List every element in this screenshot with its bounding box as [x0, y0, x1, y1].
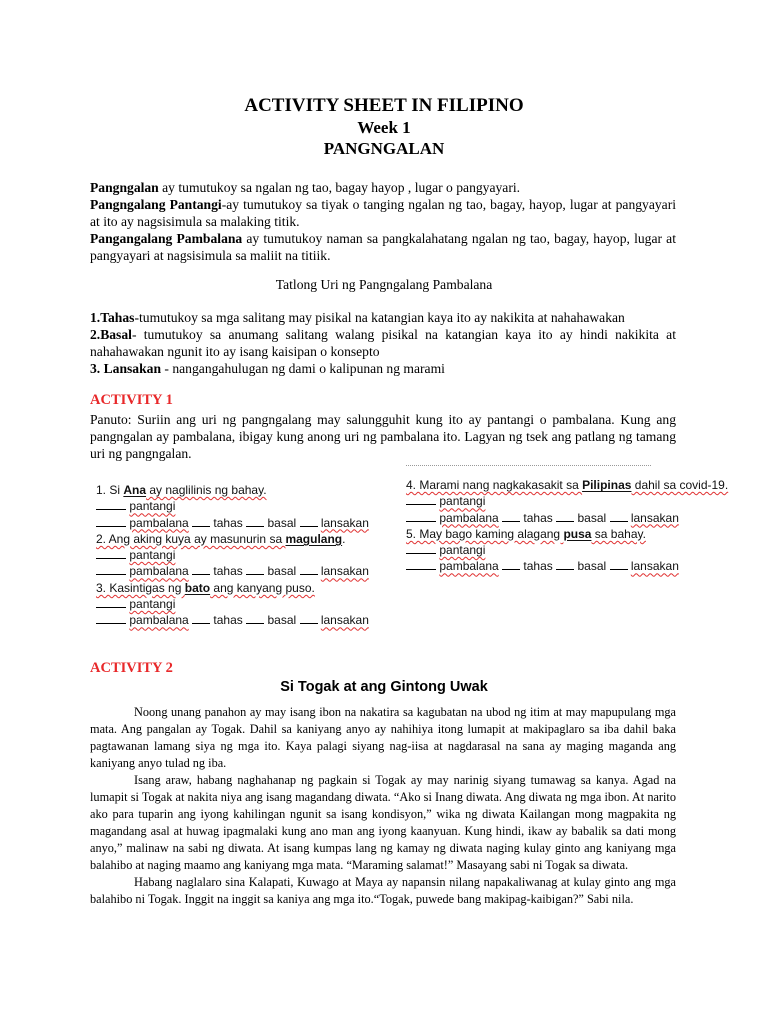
- definition-text: ay tumutukoy naman sa pangkalahatang ngalan ng tao, bagay, hayop, lugar at pangyayari at nagsisimula sa maliit na titiik.: [90, 231, 676, 263]
- item-text: .: [342, 531, 346, 546]
- story-title: Si Togak at ang Gintong Uwak: [280, 679, 488, 695]
- answer-blank[interactable]: [610, 558, 628, 570]
- type-text: - tumutukoy sa anumang salitang walang pisikal na katangian kaya ito ay hindi nakikita at nahahawakan ngunit ito ay isang kaisipan o konsepto: [90, 327, 676, 359]
- answer-blank[interactable]: [96, 515, 126, 527]
- option-label: lansakan: [320, 613, 369, 628]
- pambalana-options: [96, 515, 386, 531]
- option-label: pambalana: [129, 515, 189, 530]
- underlined-noun: magulang: [285, 531, 343, 546]
- item-sentence: [406, 526, 706, 542]
- option-label: pantangi: [439, 543, 486, 558]
- answer-blank[interactable]: [96, 563, 126, 575]
- definition-pantangi: [90, 196, 676, 230]
- option-label: tahas: [213, 564, 243, 579]
- type-basal: [90, 326, 676, 360]
- option-label: tahas: [523, 510, 553, 525]
- option-label: basal: [267, 613, 297, 628]
- pambalana-options: [96, 612, 386, 628]
- answer-blank[interactable]: [246, 612, 264, 624]
- pantangi-option: [406, 493, 706, 509]
- definitions-block: [90, 179, 676, 264]
- item-text: 1. Si: [96, 483, 124, 497]
- answer-blank[interactable]: [96, 547, 126, 559]
- item-text: sa bahay.: [591, 526, 646, 541]
- underlined-noun: Pilipinas: [582, 478, 632, 492]
- answer-blank[interactable]: [246, 563, 264, 575]
- answer-blank[interactable]: [300, 515, 318, 527]
- option-label: basal: [267, 564, 297, 579]
- option-label: pambalana: [439, 559, 499, 574]
- story-paragraph: Habang naglalaro sina Kalapati, Kuwago at Maya ay napansin nilang napakaliwanag at kulay ginto ang mga balahibo ni Togak. Inggit na inggit sa kaniya ang mga ito.“Togak, puwede bang makipag-kaibigan?” Sabi nila.: [90, 875, 676, 906]
- option-label: basal: [577, 559, 607, 574]
- answer-blank[interactable]: [192, 563, 210, 575]
- answer-blank[interactable]: [502, 510, 520, 522]
- item-text: ang kanyang puso.: [210, 580, 315, 595]
- answer-blank[interactable]: [502, 558, 520, 570]
- activity1-heading: ACTIVITY 1: [90, 392, 173, 408]
- activity2-heading: ACTIVITY 2: [90, 660, 173, 676]
- answer-blank[interactable]: [406, 510, 436, 522]
- option-label: pantangi: [439, 494, 486, 509]
- option-label: lansakan: [320, 515, 369, 530]
- pambalana-options: [406, 510, 706, 526]
- option-label: lansakan: [630, 510, 679, 525]
- option-label: pambalana: [129, 613, 189, 628]
- option-label: pantangi: [129, 499, 176, 514]
- pantangi-option: [96, 498, 386, 514]
- answer-blank[interactable]: [192, 515, 210, 527]
- definition-pangngalan: [90, 179, 676, 196]
- type-lansakan: [90, 360, 676, 377]
- answer-blank[interactable]: [610, 510, 628, 522]
- item-text: dahil sa covid-19.: [631, 478, 729, 492]
- option-label: tahas: [213, 515, 243, 530]
- option-label: lansakan: [630, 559, 679, 574]
- definition-term: Pangangalang Pambalana: [90, 231, 243, 246]
- item-text: ay naglilinis ng bahay.: [146, 483, 267, 497]
- item-text: 3. Kasintigas ng: [96, 580, 185, 595]
- answer-blank[interactable]: [192, 612, 210, 624]
- option-label: pantangi: [129, 548, 176, 563]
- option-label: tahas: [523, 559, 553, 574]
- types-block: [90, 309, 676, 377]
- definition-text: -ay tumutukoy sa tiyak o tanging ngalan ng tao, bagay, hayop, lugar at pangyayari at ito ay nagsisimula sa malaking titik.: [90, 197, 677, 229]
- answer-blank[interactable]: [556, 558, 574, 570]
- answer-blank[interactable]: [406, 493, 436, 505]
- activity1-items-left: [96, 482, 386, 629]
- option-label: pantangi: [129, 597, 176, 612]
- pantangi-option: [96, 547, 386, 563]
- answer-blank[interactable]: [406, 542, 436, 554]
- option-label: basal: [577, 510, 607, 525]
- pantangi-option: [406, 542, 706, 558]
- item-text: 2. Ang aking kuya ay masunurin sa: [96, 531, 286, 546]
- underlined-noun: pusa: [563, 526, 592, 541]
- activity1-items-right: [406, 477, 729, 575]
- item-sentence: [406, 477, 729, 493]
- types-heading: Tatlong Uri ng Pangngalang Pambalana: [275, 277, 493, 292]
- answer-blank[interactable]: [96, 612, 126, 624]
- pantangi-option: [96, 596, 386, 612]
- option-label: basal: [267, 515, 297, 530]
- pambalana-options: [406, 558, 706, 574]
- item-text: 5. May bago kaming alagang: [406, 526, 564, 541]
- item-sentence: [96, 482, 386, 498]
- item-sentence: [96, 531, 386, 547]
- type-term: 1.Tahas: [90, 310, 135, 325]
- cropped-line-divider: [406, 465, 651, 470]
- definition-text: ay tumutukoy sa ngalan ng tao, bagay hayop , lugar o pangyayari.: [158, 180, 521, 195]
- type-term: 3. Lansakan: [90, 361, 162, 376]
- topic-title: PANGNGALAN: [323, 139, 445, 158]
- story-paragraph: Noong unang panahon ay may isang ibon na nakatira sa kagubatan na ubod ng itim at may mapupulang mga mata. Ang pangalan ay Togak. Dahil sa kaniyang anyo ay nahihiya itong lumapit at makipaglaro sa iba dahil baka pagtawanan lamang siya ng mga ito. Kaya palagi siyang nag-iisa at nagdarasal na sana ay maging maganda ang kaniyang anyo tulad ng iba.: [90, 705, 676, 770]
- item-text: 4. Marami nang nagkakasakit sa: [406, 478, 583, 492]
- answer-blank[interactable]: [300, 563, 318, 575]
- type-term: 2.Basal: [90, 327, 132, 342]
- item-sentence: [96, 580, 386, 596]
- answer-blank[interactable]: [300, 612, 318, 624]
- option-label: pambalana: [439, 510, 499, 525]
- definition-term: Pangngalan: [90, 180, 159, 195]
- type-tahas: [90, 309, 676, 326]
- type-text: - nangangahulugan ng dami o kalipunan ng marami: [161, 361, 445, 376]
- underlined-noun: bato: [184, 580, 211, 595]
- option-label: pambalana: [129, 564, 189, 579]
- underlined-noun: Ana: [123, 483, 147, 497]
- answer-blank[interactable]: [406, 558, 436, 570]
- story-paragraph: Isang araw, habang naghahanap ng pagkain si Togak ay may narinig siyang tumawag sa kanya. Agad na lumapit si Togak at nakita niya ang isang magandang diwata. “Ako si Inang diwata. Ang diwata ng mga ibon. At narito ako para tuparin ang iyong kahilingan ngunit sa isang kondisyon,” wika ng diwata Kailangan mong magpakita ng magandang asal at huwag ipagmalaki kung ano man ang iyong kaanyuan. Kung hindi, ikaw ay babalik sa dati mong anyo,” malinaw na sabi ng diwata. At isang kumpas lang ng kamay ng diwata naging kulay ginto ang kaniyang mga balahibo at naging maamo ang kaniyang mga mata. “Maraming salamat!” Masayang sabi ni Togak sa diwata.: [90, 773, 676, 872]
- option-label: tahas: [213, 613, 243, 628]
- sheet-title: ACTIVITY SHEET IN FILIPINO: [244, 95, 524, 116]
- answer-blank[interactable]: [246, 515, 264, 527]
- definition-pambalana: [90, 230, 676, 264]
- activity1-instructions: Panuto: Suriin ang uri ng pangngalang may salungguhit kung ito ay pantangi o pambalana. Kung ang pangngalan ay pambalana, ibigay kung anong uri ng pambalana ito. Lagyan ng tsek ang patlang ng tamang uri ng pangngalan.: [90, 412, 676, 461]
- type-text: -tumutukoy sa mga salitang may pisikal na katangian kaya ito ay nakikita at nahahawakan: [134, 310, 625, 325]
- pambalana-options: [96, 563, 386, 579]
- definition-term: Pangngalang Pantangi: [90, 197, 222, 212]
- week-label: Week 1: [357, 118, 411, 137]
- answer-blank[interactable]: [96, 498, 126, 510]
- story-body: [90, 704, 676, 908]
- option-label: lansakan: [320, 564, 369, 579]
- answer-blank[interactable]: [556, 510, 574, 522]
- answer-blank[interactable]: [96, 596, 126, 608]
